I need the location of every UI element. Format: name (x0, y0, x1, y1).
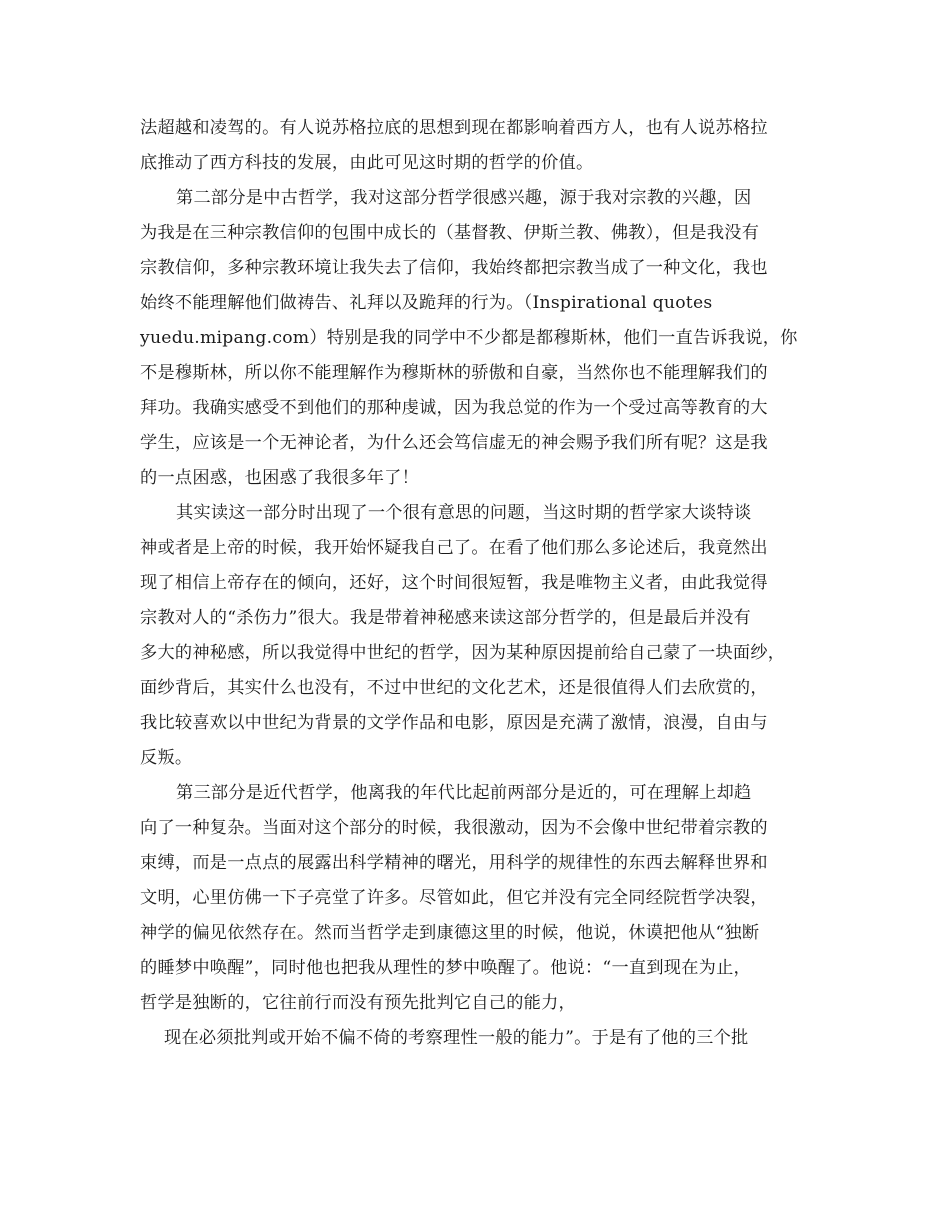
text-line: 为我是在三种宗教信仰的包围中成长的（基督教、伊斯兰教、佛教），但是我没有 (140, 223, 760, 243)
text-line: 多大的神秘感，所以我觉得中世纪的哲学，因为某种原因提前给自己蒙了一块面纱， (140, 643, 786, 663)
text-line: 束缚，而是一点点的展露出科学精神的曙光，用科学的规律性的东西去解释世界和 (140, 853, 768, 873)
text-line: yuedu.mipang.com）特别是我的同学中不少都是都穆斯林，他们一直告诉我说，你 (140, 328, 798, 348)
text-line: 不是穆斯林，所以你不能理解作为穆斯林的骄傲和自豪，当然你也不能理解我们的 (140, 363, 768, 383)
text-line: 的一点困惑，也困惑了我很多年了！ (140, 468, 420, 488)
paragraph-start: 第二部分是中古哲学，我对这部分哲学很感兴趣，源于我对宗教的兴趣，因 (176, 188, 752, 208)
paragraph-start: 其实读这一部分时出现了一个很有意思的问题，当这时期的哲学家大谈特谈 (176, 503, 752, 523)
text-line: 的睡梦中唤醒”，同时他也把我从理性的梦中唤醒了。他说：“一直到现在为止， (140, 958, 751, 978)
text-line: 神学的偏见依然存在。然而当哲学走到康德这里的时候，他说，休谟把他从“独断 (140, 923, 760, 943)
text-line: 法超越和凌驾的。有人说苏格拉底的思想到现在都影响着西方人，也有人说苏格拉 (140, 118, 768, 138)
text-line: 向了一种复杂。当面对这个部分的时候，我很激动，因为不会像中世纪带着宗教的 (140, 818, 768, 838)
text-line: 我比较喜欢以中世纪为背景的文学作品和电影，原因是充满了激情，浪漫，自由与 (140, 713, 768, 733)
text-line: 文明，心里仿佛一下子亮堂了许多。尽管如此，但它并没有完全同经院哲学决裂， (140, 888, 768, 908)
text-line: 宗教信仰，多种宗教环境让我失去了信仰，我始终都把宗教当成了一种文化，我也 (140, 258, 768, 278)
paragraph-start: 第三部分是近代哲学，他离我的年代比起前两部分是近的，可在理解上却趋 (176, 783, 752, 803)
text-line: 底推动了西方科技的发展，由此可见这时期的哲学的价值。 (140, 153, 594, 173)
text-line: 始终不能理解他们做祷告、礼拜以及跪拜的行为。（Inspirational quotes (140, 293, 713, 313)
text-line: 拜功。我确实感受不到他们的那种虔诚，因为我总觉的作为一个受过高等教育的大 (140, 398, 768, 418)
text-line: 学生，应该是一个无神论者，为什么还会笃信虚无的神会赐予我们所有呢？这是我 (140, 433, 768, 453)
text-line: 宗教对人的“杀伤力”很大。我是带着神秘感来读这部分哲学的，但是最后并没有 (140, 608, 751, 628)
text-line: 现了相信上帝存在的倾向，还好，这个时间很短暂，我是唯物主义者，由此我觉得 (140, 573, 768, 593)
text-line: 哲学是独断的，它往前行而没有预先批判它自己的能力， (140, 993, 576, 1013)
text-line: 反叛。 (140, 748, 193, 768)
text-line: 面纱背后，其实什么也没有，不过中世纪的文化艺术，还是很值得人们去欣赏的， (140, 678, 768, 698)
text-line: 神或者是上帝的时候，我开始怀疑我自己了。在看了他们那么多论述后，我竟然出 (140, 538, 768, 558)
text-line: 现在必须批判或开始不偏不倚的考察理性一般的能力”。于是有了他的三个批 (164, 1028, 749, 1048)
